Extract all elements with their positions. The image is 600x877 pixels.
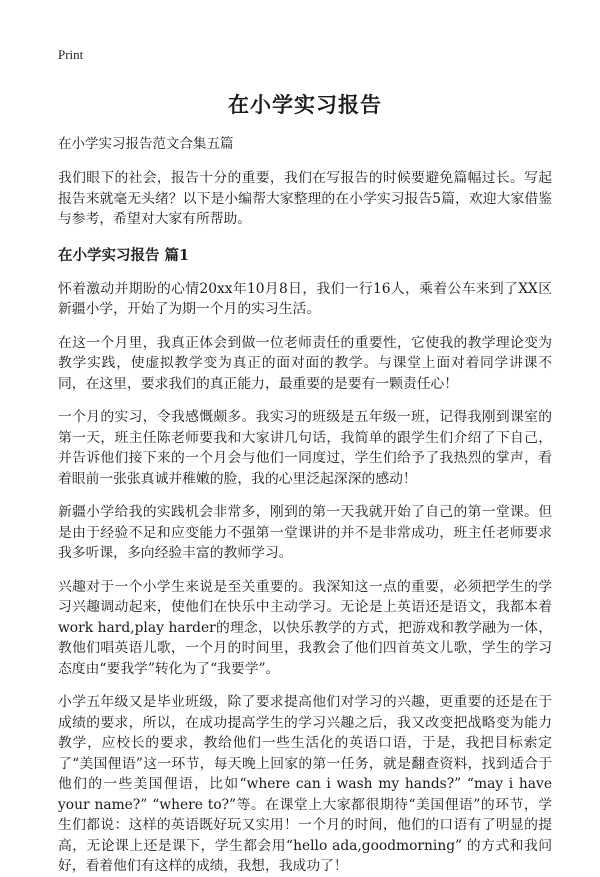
body-paragraph: 兴趣对于一个小学生来说是至关重要的。我深知这一点的重要，必须把学生的学习兴趣调动起来，使他们在快乐中主动学习。无论是上英语还是语文，我都本着work hard,play harder的理念，以快乐教学的方式，把游戏和教学融为一体，教他们唱英语儿歌，一个月的时间里，我教会了他们四首英文儿歌，学生的学习态度由“要我学”转化为了“我要学”。 [58, 578, 552, 677]
intro-paragraph: 我们眼下的社会，报告十分的重要，我们在写报告的时候要避免篇幅过长。写起报告来就毫无头绪？以下是小编帮大家整理的在小学实习报告5篇，欢迎大家借鉴与参考，希望对大家有所帮助。 [58, 170, 552, 227]
body-paragraph: 一个月的实习，令我感慨颇多。我实习的班级是五年级一班，记得我刚到课室的第一天，班主任陈老师要我和大家讲几句话，我简单的跟学生们介绍了下自己，并告诉他们接下来的一个月会与他们一同度过，学生们给予了我热烈的掌声，看着眼前一张张真诚并稚嫩的脸，我的心里泛起深深的感动！ [58, 409, 552, 487]
document-title: 在小学实习报告 [228, 92, 382, 117]
document-subtitle: 在小学实习报告范文合集五篇 [58, 136, 234, 152]
body-paragraph: 小学五年级又是毕业班级，除了要求提高他们对学习的兴趣，更重要的还是在于成绩的要求，所以，在成功提高学生的学习兴趣之后，我又改变把战略变为能力教学，应校长的要求，教给他们一些生活化的英语口语，于是，我把目标索定了“美国俚语”这一环节，每天晚上回家的第一任务，就是翻查资料，找到适合于他们的一些美国俚语，比如“where can i wash my hands?” “may i have your name?” “where to?”等。在课堂上大家都很期待“美国俚语”的环节，学生们都说：这样的英语既好玩又实用！一个月的时间，他们的口语有了明显的提高，无论课上还是课下，学生都会用“hello ada,goodmorning” 的方式和我问好，看着他们有这样的成绩，我想，我成功了！ [58, 694, 552, 874]
body-paragraph: 怀着激动并期盼的心情20xx年10月8日，我们一行16人，乘着公车来到了XX区新疆小学，开始了为期一个月的实习生活。 [58, 280, 552, 317]
body-paragraph: 新疆小学给我的实践机会非常多，刚到的第一天我就开始了自己的第一堂课。但是由于经验不足和应变能力不强第一堂课讲的并不是非常成功，班主任老师要求我多听课，多向经验丰富的教师学习。 [58, 504, 552, 561]
print-link[interactable]: Print [58, 47, 84, 62]
body-paragraph: 在这一个月里，我真正体会到做一位老师责任的重要性，它使我的教学理论变为教学实践，使虚拟教学变为真正的面对面的教学。与课堂上面对着同学讲课不同，在这里，要求我们的真正能力，最重要的是要有一颗责任心！ [58, 334, 552, 392]
document-page [58, 44, 552, 877]
section-heading: 在小学实习报告 篇1 [58, 246, 190, 264]
